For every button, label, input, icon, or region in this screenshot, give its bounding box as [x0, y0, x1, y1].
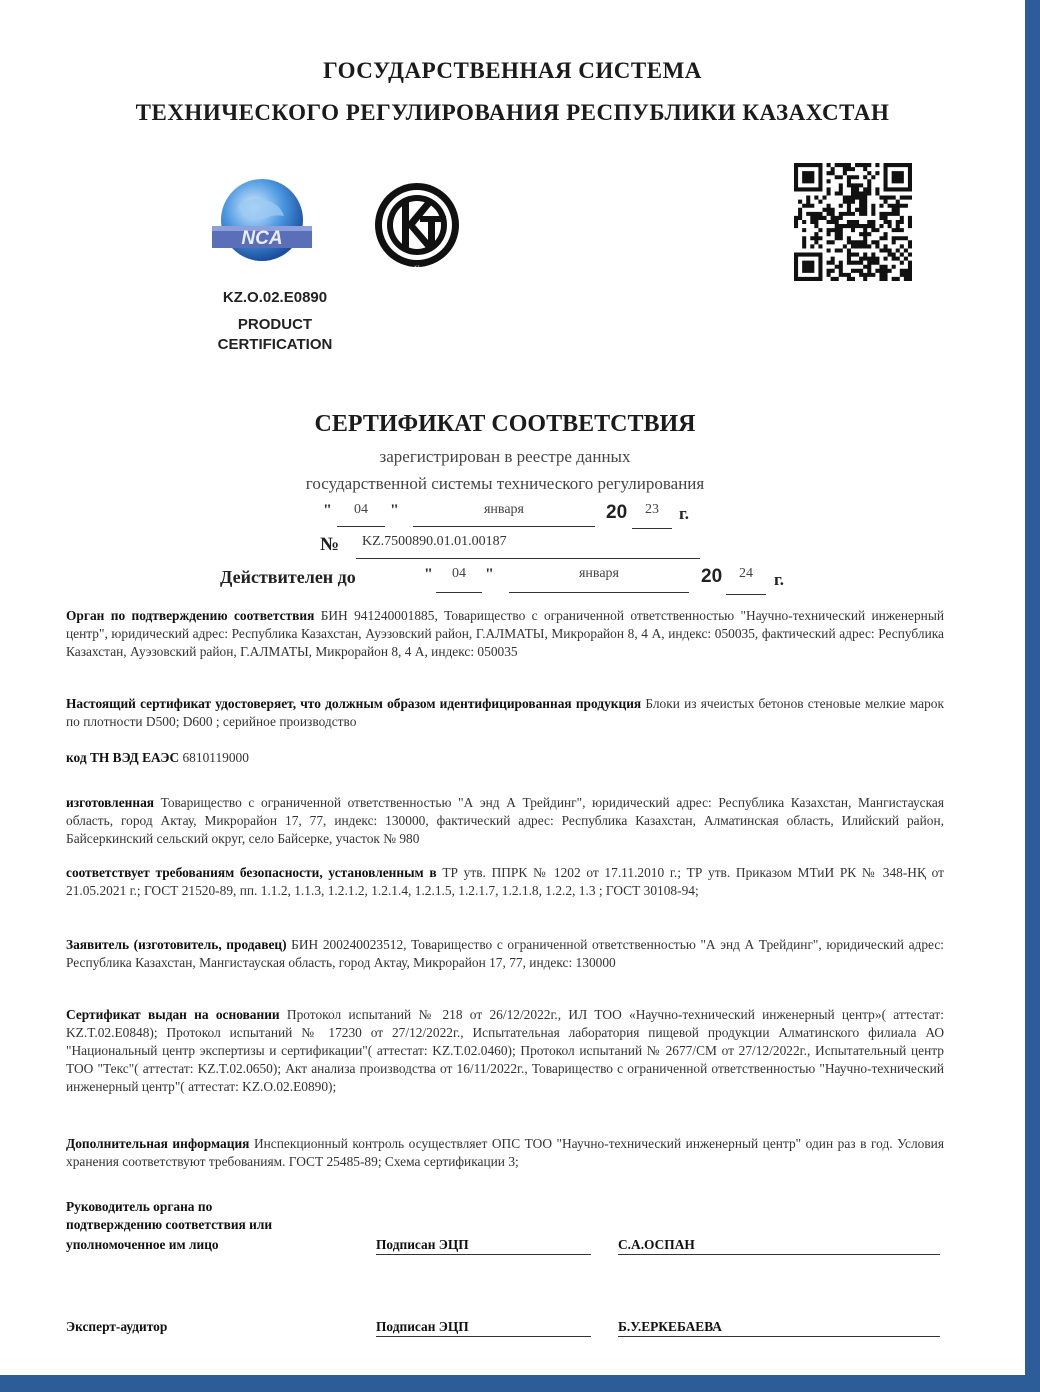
code-text: 6810119000 [179, 750, 249, 765]
head-label-line-2: подтверждению соответствия или [66, 1217, 273, 1232]
number-label: № [320, 534, 340, 555]
certificate-subtitle-1: зарегистрирован в реестре данных [379, 447, 631, 466]
kt-logo-text: KZ [414, 264, 420, 269]
cert-label-1: PRODUCT [237, 316, 313, 333]
header-line-2: ТЕХНИЧЕСКОГО РЕГУЛИРОВАНИЯ РЕСПУБЛИКИ КАЗАХСТАН [135, 100, 890, 125]
additional-text: Инспекционный контроль осуществляет ОПС ТОО "Научно-технический инженерный центр" один раз в год. Условия хранения соответствуют требованиям. ГОСТ 25485-89; Схема сертификации 3; [66, 1136, 944, 1169]
reg-day: 04 [337, 502, 385, 527]
accreditation-number: KZ.O.02.E0890 [222, 289, 328, 306]
cert-label-2: CERTIFICATION [217, 336, 333, 353]
manufacturer-section [66, 794, 944, 848]
expert-name: Б.У.ЕРКЕБАЕВА [618, 1318, 940, 1337]
nca-logo [208, 178, 312, 268]
product-section [66, 695, 944, 731]
head-signature: Подписан ЭЦП [376, 1236, 591, 1255]
manufacturer-text: Товарищество с ограниченной ответственностью "А энд А Трейдинг", юридический адрес: Республика Казахстан, Мангистауская область, город Актау, Микрорайон 17, 77, индекс: 130000, фактический адрес: Республика Казахстан, Алматинская область, Илийский район, Байсеркинский сельский округ, село Байсерке, участок № 980 [66, 795, 944, 846]
nca-logo-text: NCA [241, 228, 283, 249]
valid-label: Действителен до [220, 567, 356, 587]
reg-year-suffix: 23 [632, 502, 672, 529]
reg-month: января [413, 502, 595, 527]
expert-signature: Подписан ЭЦП [376, 1318, 591, 1337]
reg-quote-open: " [323, 502, 332, 519]
valid-year-suffix: 24 [726, 566, 766, 595]
organ-label: Орган по подтверждению соответствия [66, 608, 315, 623]
additional-section [66, 1135, 944, 1171]
reg-year-prefix: 20 [606, 502, 628, 523]
reg-year-label: г. [679, 504, 690, 523]
certificate-title: СЕРТИФИКАТ СООТВЕТСТВИЯ [314, 411, 696, 437]
valid-year-label: г. [774, 570, 785, 589]
product-label: Настоящий сертификат удостоверяет, что должным образом идентифицированная продукция [66, 696, 642, 711]
head-label-line-3: уполномоченное им лицо [66, 1237, 219, 1252]
product-text: Блоки из ячеистых бетонов стеновые мелкие марок по плотности D500; D600 ; серийное производство [66, 696, 944, 729]
certificate-subtitle-2: государственной системы технического регулирования [305, 474, 705, 493]
valid-day: 04 [436, 566, 482, 593]
expert-label: Эксперт-аудитор [66, 1319, 168, 1334]
requirements-section [66, 864, 944, 900]
organ-section [66, 607, 944, 661]
header-line-1: ГОСУДАРСТВЕННАЯ СИСТЕМА [323, 58, 702, 83]
applicant-section [66, 936, 944, 972]
additional-label: Дополнительная информация [66, 1136, 250, 1151]
qr-modules [794, 163, 912, 281]
valid-year-prefix: 20 [701, 566, 723, 587]
valid-month: января [509, 566, 689, 593]
code-label: код ТН ВЭД ЕАЭС [66, 750, 180, 765]
basis-section [66, 1006, 944, 1096]
basis-text: Протокол испытаний № 218 от 26/12/2022г., ИЛ ТОО «Научно-технический инженерный центр»( аттестат: KZ.T.02.E0848); Протокол испытаний № 17230 от 27/12/2022г., Испытательная лаборатория пищевой продукции Алматинского филиала АО "Национальный центр экспертизы и сертификации"( аттестат: KZ.T.02.0460); Протокол испытаний № 2677/СМ от 27/12/2022г., Испытательный центр ТОО "Текс"( аттестат: KZ.T.02.0650); Акт анализа производства от 16/11/2022г., Товарищество с ограниченной ответственностью "Научно-технический инженерный центр"( аттестат: KZ.O.02.E0890); [66, 1007, 945, 1094]
valid-quote-close: " [485, 566, 494, 583]
applicant-text: БИН 200240023512, Товарищество с ограниченной ответственностью "А энд А Трейдинг", юридический адрес: Республика Казахстан, Мангистауская область, город Актау, Микрорайон 17, 77, индекс: 130000 [66, 937, 944, 970]
manufacturer-label: изготовленная [66, 795, 155, 810]
applicant-label: Заявитель (изготовитель, продавец) [66, 937, 287, 952]
certificate-number: KZ.7500890.01.01.00187 [356, 534, 700, 559]
requirements-label: соответствует требованиям безопасности, установленным в [66, 865, 437, 880]
valid-quote-open: " [424, 566, 433, 583]
organ-text: БИН 941240001885, Товарищество с ограниченной ответственностью "Научно-технический инженерный центр", юридический адрес: Республика Казахстан, Ауэзовский район, Г.АЛМАТЫ, Микрорайон 8, 4 А, индекс: 050035, фактический адрес: Республика Казахстан, Ауэзовский район, Г.АЛМАТЫ, Микрорайон 8, 4 А, индекс: 050035 [66, 608, 944, 659]
qr-code [794, 163, 912, 281]
head-name: С.А.ОСПАН [618, 1236, 940, 1255]
requirements-text: ТР утв. ППРК № 1202 от 17.11.2010 г.; ТР утв. Приказом МТиИ РК № 348-НҚ от 21.05.2021 г.; ГОСТ 21520-89, пп. 1.1.2, 1.1.3, 1.2.1.2, 1.2.1.4, 1.2.1.5, 1.2.1.7, 1.2.1.8, 1.2.2, 1.3 ; ГОСТ 30108-94; [66, 865, 944, 898]
kt-logo [370, 180, 465, 270]
code-section [66, 749, 944, 767]
reg-quote-close: " [390, 502, 399, 519]
head-label-line-1: Руководитель органа по [66, 1199, 213, 1214]
basis-label: Сертификат выдан на основании [66, 1007, 280, 1022]
